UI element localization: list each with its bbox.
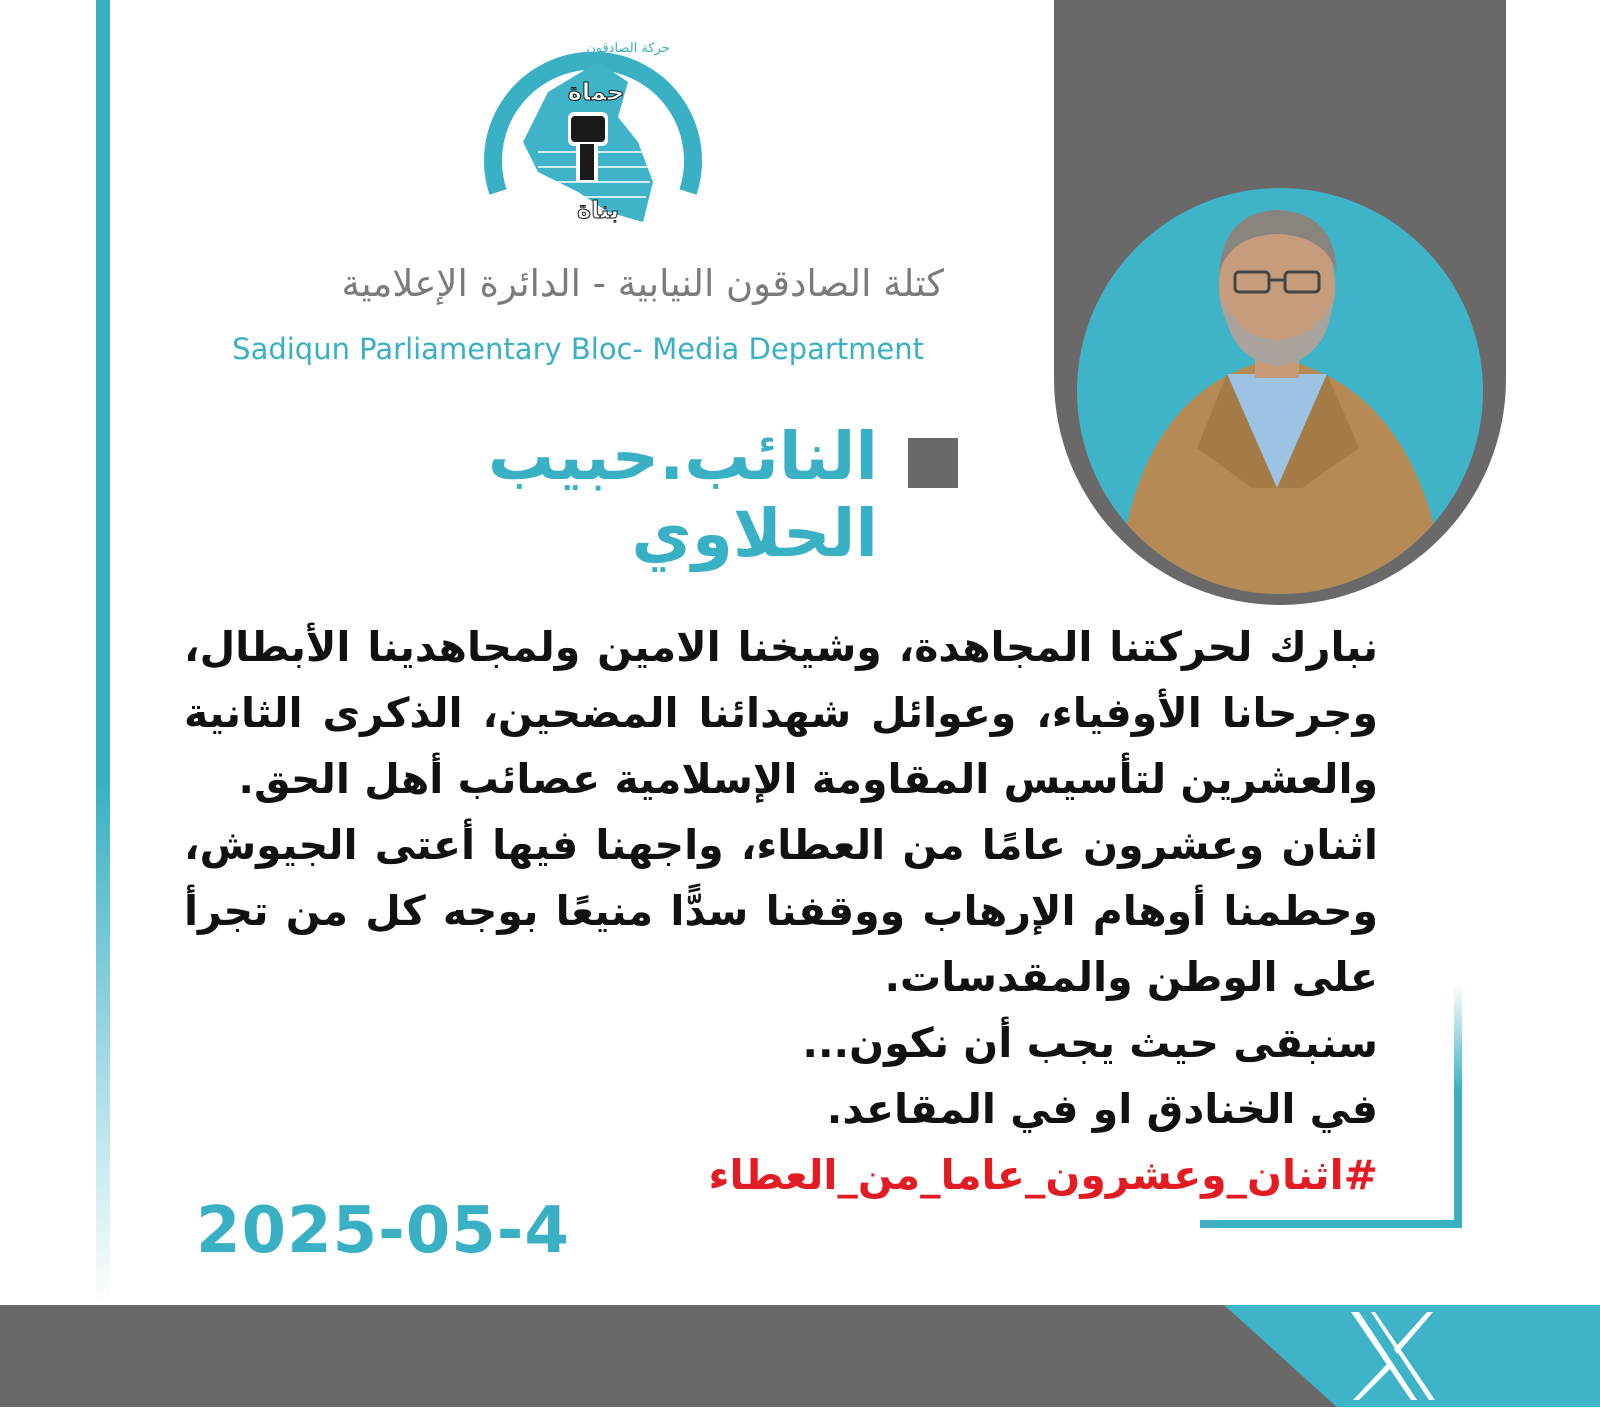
hashtag: #اثنان_وعشرون_عاما_من_العطاء	[708, 1151, 1378, 1199]
sadiqun-emblem-logo	[478, 22, 708, 242]
statement-body	[184, 614, 1378, 1208]
statement-paragraph-2: اثنان وعشرون عامًا من العطاء، واجهنا فيها أعتى الجيوش، وحطمنا أوهام الإرهاب ووقفنا سدًّا منيعًا بوجه كل من تجرأ على الوطن والمقدسات.	[184, 821, 1378, 1001]
x-logo-icon	[1345, 1308, 1441, 1404]
svg-text:حماة: حماة	[567, 78, 625, 106]
statement-closing-1: سنبقى حيث يجب أن نكون...	[802, 1019, 1378, 1067]
mp-photo	[1077, 188, 1483, 594]
header-arabic: كتلة الصادقون النيابية - الدائرة الإعلامية	[341, 262, 944, 305]
mp-name-title: النائب.حبيب الحلاوي	[487, 418, 878, 572]
statement-paragraph-1: نبارك لحركتنا المجاهدة، وشيخنا الامين ولمجاهدينا الأبطال، وجرحانا الأوفياء، وعوائل شهدائنا المضحين، الذكرى الثانية والعشرين لتأسيس المقاومة الإسلامية عصائب أهل الحق.	[184, 623, 1378, 803]
title-square-bullet	[908, 438, 958, 488]
svg-text:بناة: بناة	[577, 196, 619, 224]
post-date: 2025-05-4	[196, 1194, 570, 1268]
left-accent-bar	[96, 0, 110, 1305]
header-english: Sadiqun Parliamentary Bloc- Media Department	[232, 332, 924, 366]
statement-closing-2: في الخنادق او في المقاعد.	[826, 1085, 1378, 1133]
svg-text:حركة الصادقون: حركة الصادقون	[586, 41, 670, 56]
